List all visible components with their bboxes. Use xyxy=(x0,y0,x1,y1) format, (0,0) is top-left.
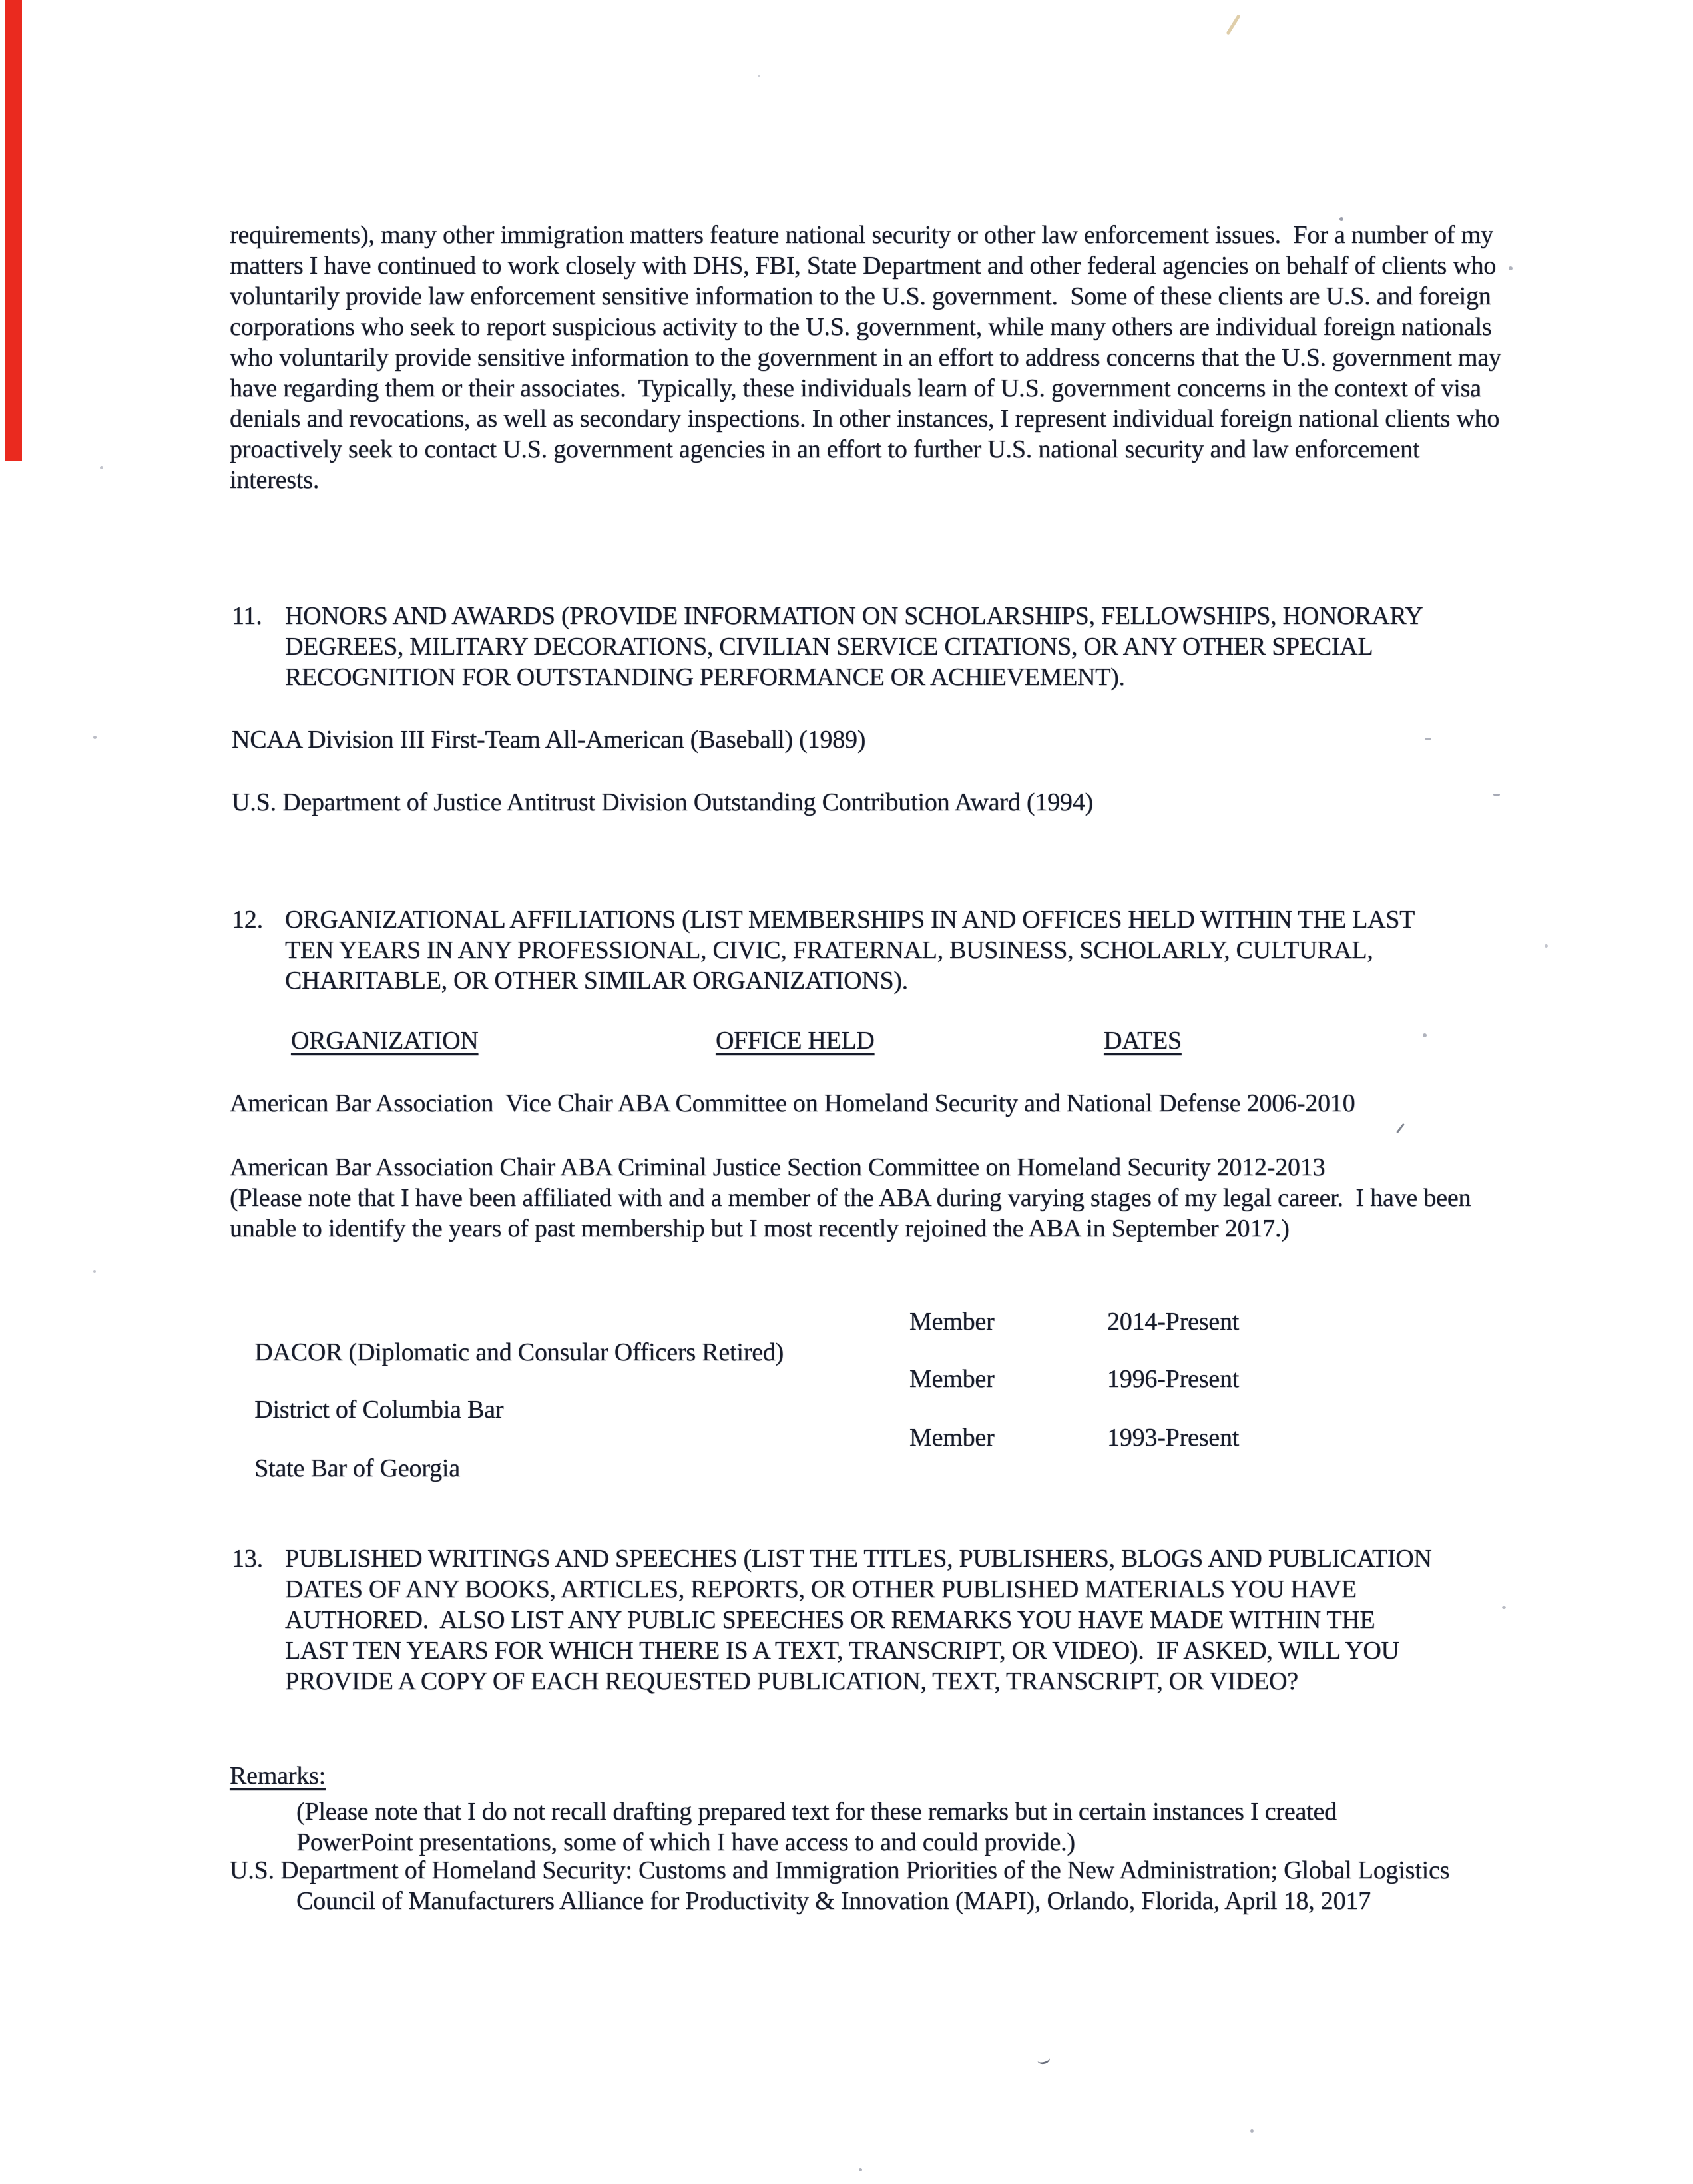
scan-speck xyxy=(100,466,103,469)
membership-organization: DACOR (Diplomatic and Consular Officers Retired) xyxy=(254,1338,784,1366)
section-13-number: 13. xyxy=(232,1545,263,1573)
section-11-number: 11. xyxy=(232,602,262,630)
scan-speck xyxy=(1502,1606,1506,1609)
membership-organization: State Bar of Georgia xyxy=(254,1454,460,1482)
remarks-note: (Please note that I do not recall drafting prepared text for these remarks but in certain instances I created PowerPoint presentations, some of which I have access to and could provide.) xyxy=(296,1798,1343,1856)
scan-speck xyxy=(1493,794,1500,796)
intro-paragraph: requirements), many other immigration matters feature national security or other law enforcement issues. For a number of my matters I have continued to work closely with DHS, FBI, State Department and other federal agencies on behalf of clients who voluntarily provide law enforcement sensitive information to the U.S. government. Some of these clients are U.S. and foreign corporations who seek to report suspicious activity to the U.S. government, while many others are individual foreign nationals who voluntarily provide sensitive information to the government in an effort to address concerns that the U.S. government may have regarding them or their associates. Typically, these individuals learn of U.S. government concerns in the context of visa denials and revocations, as well as secondary inspections. In other instances, I represent individual foreign national clients who proactively seek to contact U.S. government agencies in an effort to further U.S. national security and law enforcement interests. xyxy=(230,221,1508,494)
column-header-dates: DATES xyxy=(1104,1027,1182,1055)
scan-speck xyxy=(1425,738,1431,740)
scan-artifact-mark xyxy=(1226,14,1240,35)
award-item: NCAA Division III First-Team All-American (Baseball) (1989) xyxy=(232,726,866,754)
section-12-heading: ORGANIZATIONAL AFFILIATIONS (LIST MEMBERSHIPS IN AND OFFICES HELD WITHIN THE LAST TEN YEARS IN ANY PROFESSIONAL, CIVIC, FRATERNAL, BUSINESS, SCHOLARLY, CULTURAL, CHARITABLE, OR OTHER SIMILAR ORGANIZATIONS). xyxy=(285,906,1420,995)
aba-membership-note: (Please note that I have been affiliated with and a member of the ABA during varying stages of my legal career. I have been unable to identify the years of past membership but I most recently rejoined the ABA in September 2017.) xyxy=(230,1184,1477,1242)
remarks-label: Remarks: xyxy=(230,1762,326,1790)
scan-speck xyxy=(1339,217,1343,221)
section-11-heading: HONORS AND AWARDS (PROVIDE INFORMATION ON SCHOLARSHIPS, FELLOWSHIPS, HONORARY DEGREES, MILITARY DECORATIONS, CIVILIAN SERVICE CITATIONS, OR ANY OTHER SPECIAL RECOGNITION FOR OUTSTANDING PERFORMANCE OR ACHIEVEMENT). xyxy=(285,602,1429,691)
scan-speck xyxy=(1545,944,1548,948)
section-13-heading: PUBLISHED WRITINGS AND SPEECHES (LIST THE TITLES, PUBLISHERS, BLOGS AND PUBLICATION DATES OF ANY BOOKS, ARTICLES, REPORTS, OR OTHER PUBLISHED MATERIALS YOU HAVE AUTHORED. ALSO LIST ANY PUBLIC SPEECHES OR REMARKS YOU HAVE MADE WITHIN THE LAST TEN YEARS FOR WHICH THERE IS A TEXT, TRANSCRIPT, OR VIDEO). IF ASKED, WILL YOU PROVIDE A COPY OF EACH REQUESTED PUBLICATION, TEXT, TRANSCRIPT, OR VIDEO? xyxy=(285,1545,1438,1695)
scan-speck xyxy=(1423,1033,1427,1037)
membership-dates: 1993-Present xyxy=(1107,1424,1240,1452)
section-12 xyxy=(232,904,1470,996)
scan-artifact-mark xyxy=(1396,1123,1405,1133)
membership-office: Member xyxy=(909,1365,995,1393)
scan-speck xyxy=(93,736,97,739)
affiliation-row: American Bar Association Vice Chair ABA Committee on Homeland Security and National Defense 2006-2010 xyxy=(230,1089,1355,1117)
speech-entry: U.S. Department of Homeland Security: Customs and Immigration Priorities of the New Administration; Global Logistics Council of Manufacturers Alliance for Productivity & Innovation (MAPI), Orlando, Florida, April 18, 2017 xyxy=(230,1856,1456,1915)
scan-speck xyxy=(1250,2129,1254,2133)
scan-speck xyxy=(1509,266,1513,270)
affiliation-row: American Bar Association Chair ABA Criminal Justice Section Committee on Homeland Security 2012-2013 xyxy=(230,1153,1326,1181)
scan-speck xyxy=(93,1270,96,1273)
scan-artifact-red-strip xyxy=(5,0,22,461)
section-12-number: 12. xyxy=(232,906,263,934)
membership-office: Member xyxy=(909,1424,995,1452)
section-11 xyxy=(232,601,1470,692)
award-item: U.S. Department of Justice Antitrust Division Outstanding Contribution Award (1994) xyxy=(232,788,1093,816)
scan-artifact-mark xyxy=(1037,2053,1051,2065)
membership-organization: District of Columbia Bar xyxy=(254,1396,504,1424)
column-header-organization: ORGANIZATION xyxy=(291,1027,479,1055)
scan-speck xyxy=(758,75,760,77)
scan-speck xyxy=(1471,394,1475,398)
membership-office: Member xyxy=(909,1308,995,1336)
membership-dates: 1996-Present xyxy=(1107,1365,1240,1393)
section-13 xyxy=(232,1543,1450,1697)
column-header-office-held: OFFICE HELD xyxy=(716,1027,875,1055)
membership-dates: 2014-Present xyxy=(1107,1308,1240,1336)
scan-speck xyxy=(859,2168,862,2171)
